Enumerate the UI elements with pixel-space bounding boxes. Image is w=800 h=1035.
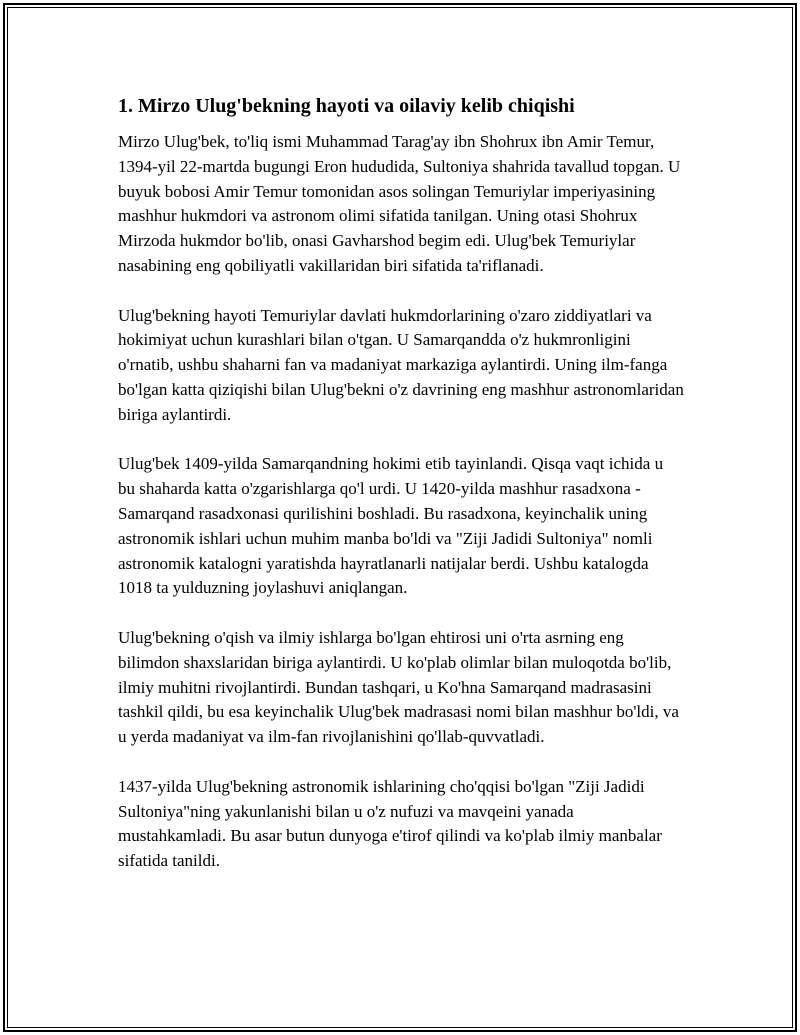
paragraph-3: Ulug'bek 1409-yilda Samarqandning hokimi etib tayinlandi. Qisqa vaqt ichida u bu shaharda katta o'zgarishlarga qo'l urdi. U 1420-yilda mashhur rasadxona - Samarqand rasadxonasi qurilishini boshladi. Bu rasadxona, keyinchalik uning astronomik ishlari uchun muhim manba bo'ldi va "Ziji Jadidi Sultoniya" nomli astronomik katalogni yaratishda hayratlanarli natijalar berdi. Ushbu katalogda 1018 ta yulduzning joylashuvi aniqlangan. xyxy=(118,454,664,598)
paragraph-4: Ulug'bekning o'qish va ilmiy ishlarga bo'lgan ehtirosi uni o'rta asrning eng bilimdon shaxslaridan biriga aylantirdi. U ko'plab olimlar bilan muloqotda bo'lib, ilmiy muhitni rivojlantirdi. Bundan tashqari, u Ko'hna Samarqand madrasasini tashkil qildi, bu esa keyinchalik Ulug'bek madrasasi nomi bilan mashhur bo'ldi, va u yerda madaniyat va ilm-fan rivojlanishini qo'llab-quvvatladi. xyxy=(118,627,679,747)
section-heading: 1. Mirzo Ulug'bekning hayoti va oilaviy kelib chiqishi xyxy=(118,95,575,117)
paragraph-1: Mirzo Ulug'bek, to'liq ismi Muhammad Tarag'ay ibn Shohrux ibn Amir Temur, 1394-yil 22-martda bugungi Eron hududida, Sultoniya shahrida tavallud topgan. U buyuk bobosi Amir Temur tomonidan asos solingan Temuriylar imperiyasining mashhur hukmdori va astronom olimi sifatida tanilgan. Uning otasi Shohrux Mirzoda hukmdor bo'lib, onasi Gavharshod begim edi. Ulug'bek Temuriylar nasabining eng qobiliyatli vakillaridan biri sifatida ta'riflanadi. xyxy=(118,132,681,275)
paragraph-5: 1437-yilda Ulug'bekning astronomik ishlarining cho'qqisi bo'lgan "Ziji Jadidi Sultoniya"ning yakunlanishi bilan u o'z nufuzi va mavqeini yanada mustahkamladi. Bu asar butun dunyoga e'tirof qilindi va ko'plab ilmiy manbalar sifatida tanildi. xyxy=(118,776,662,871)
paragraph-2: Ulug'bekning hayoti Temuriylar davlati hukmdorlarining o'zaro ziddiyatlari va hokimiyat uchun kurashlari bilan o'tgan. U Samarqandda o'z hukmronligini o'rnatib, ushbu shaharni fan va madaniyat markaziga aylantirdi. Uning ilm-fanga bo'lgan katta qiziqishi bilan Ulug'bekni o'z davrining eng mashhur astronomlaridan biriga aylantirdi. xyxy=(118,305,684,424)
document-body xyxy=(118,92,684,899)
